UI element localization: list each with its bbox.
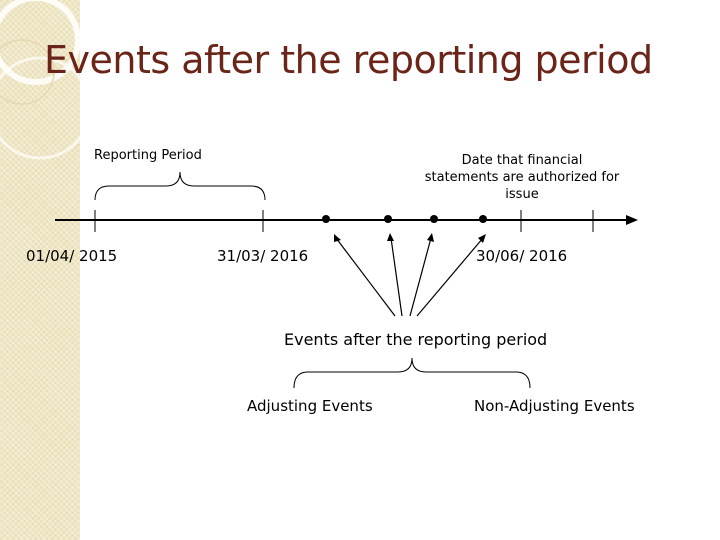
reporting-period-label: Reporting Period	[94, 148, 202, 163]
non-adjusting-events-label: Non-Adjusting Events	[474, 397, 635, 415]
reporting-period-brace	[95, 172, 265, 200]
adjusting-events-label: Adjusting Events	[247, 397, 373, 415]
event-marker	[430, 215, 438, 223]
timeline-arrowhead	[626, 215, 638, 225]
start-date-label: 01/04/ 2015	[26, 247, 118, 265]
event-arrow	[417, 238, 483, 316]
slide-title: Events after the reporting period	[44, 38, 653, 82]
event-arrow	[336, 238, 395, 316]
event-marker	[479, 215, 487, 223]
event-arrow	[391, 238, 402, 316]
event-arrow	[410, 238, 431, 316]
authorization-date-label: Date that financial statements are authorized for issue	[424, 153, 620, 202]
event-marker	[384, 215, 392, 223]
classification-heading: Events after the reporting period	[284, 330, 548, 349]
classification-brace	[294, 358, 530, 388]
event-marker	[322, 215, 330, 223]
authorization-date-value: 30/06/ 2016	[476, 247, 568, 265]
period-end-date-label: 31/03/ 2016	[217, 247, 309, 265]
